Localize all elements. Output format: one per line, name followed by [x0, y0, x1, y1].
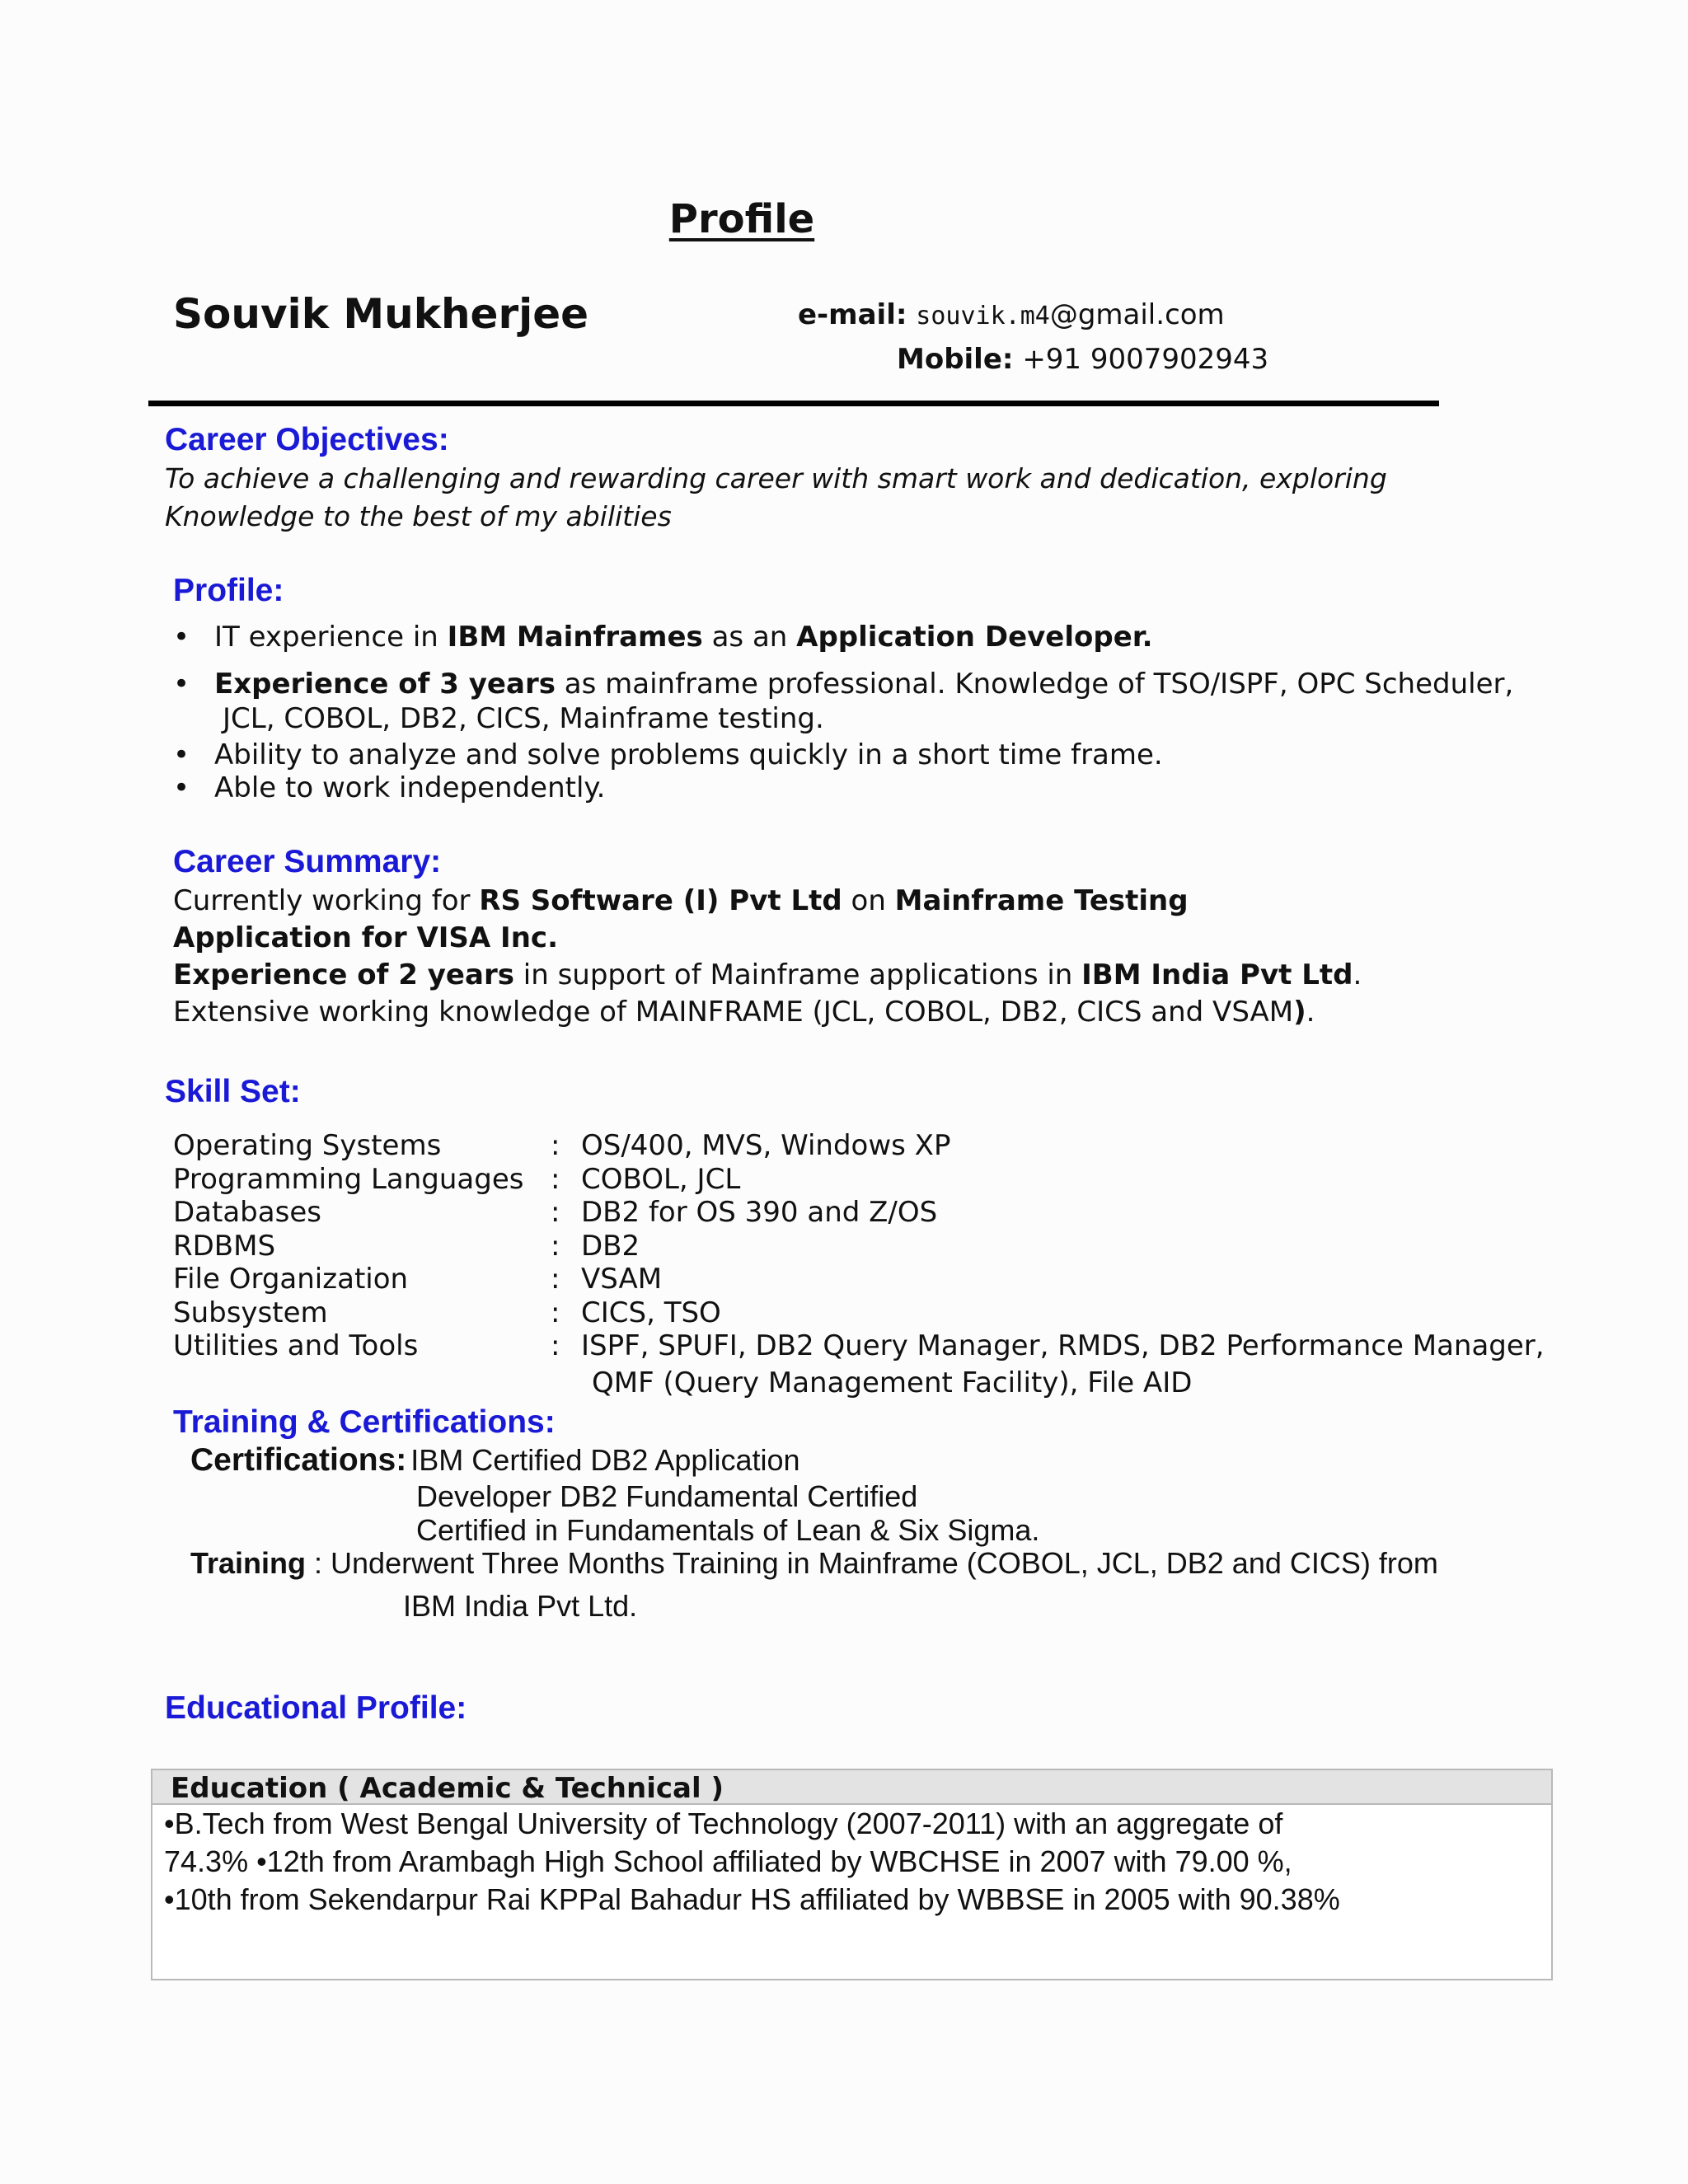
summary-line-2: Application for VISA Inc.: [173, 921, 558, 954]
education-details: [164, 1805, 1340, 1919]
education-table: [151, 1769, 1553, 1980]
career-summary-text: [173, 883, 1362, 1031]
summary-line-1: Currently working for RS Software (I) Pvt Ltd on Mainframe Testing: [173, 884, 1189, 917]
list-item: • Able to work independently.: [173, 771, 1513, 804]
education-table-header: Education ( Academic & Technical ): [152, 1770, 1551, 1805]
page-title: Profile: [668, 196, 815, 242]
career-summary-heading: Career Summary:: [173, 844, 442, 879]
education-line: 74.3% •12th from Arambagh High School affiliated by WBCHSE in 2007 with 79.00 %,: [164, 1844, 1292, 1878]
career-objectives-heading: Career Objectives:: [165, 422, 449, 457]
training-heading: Training & Certifications:: [173, 1404, 556, 1440]
mobile-value: +91 9007902943: [1022, 343, 1269, 376]
educational-profile-heading: Educational Profile:: [165, 1690, 467, 1726]
summary-line-3: Experience of 2 years in support of Mainframe applications in IBM India Pvt Ltd.: [173, 958, 1362, 991]
list-item: • Ability to analyze and solve problems quickly in a short time frame.: [173, 738, 1513, 771]
mobile-line: [897, 343, 1268, 376]
training-line-2: IBM India Pvt Ltd.: [403, 1589, 638, 1623]
career-objectives-text: [165, 460, 1387, 536]
skill-set-heading: Skill Set:: [165, 1074, 301, 1109]
objective-line-2: Knowledge to the best of my abilities: [165, 500, 672, 532]
certifications-label: Certifications:: [190, 1442, 407, 1478]
summary-line-4: Extensive working knowledge of MAINFRAME (JCL, COBOL, DB2, CICS and VSAM).: [173, 996, 1315, 1029]
education-line: •B.Tech from West Bengal University of Technology (2007-2011) with an aggregate of: [164, 1807, 1283, 1840]
candidate-name: Souvik Mukherjee: [173, 290, 589, 338]
email-user: souvik.m4: [916, 302, 1050, 330]
profile-list: [173, 621, 1513, 804]
training-line: Training : Underwent Three Months Training in Mainframe (COBOL, JCL, DB2 and CICS) from: [190, 1546, 1438, 1580]
certification-item: Certified in Fundamentals of Lean & Six Sigma.: [416, 1513, 1040, 1547]
list-item: • IT experience in IBM Mainframes as an Application Developer.: [173, 621, 1513, 668]
certification-item: IBM Certified DB2 Application: [410, 1443, 800, 1477]
profile-heading: Profile:: [173, 573, 284, 608]
training-label: Training: [190, 1546, 307, 1580]
mobile-label: Mobile:: [897, 343, 1014, 376]
objective-line-1: To achieve a challenging and rewarding career with smart work and dedication, exploring: [165, 462, 1387, 494]
education-line: •10th from Sekendarpur Rai KPPal Bahadur HS affiliated by WBBSE in 2005 with 90.38%: [164, 1882, 1340, 1916]
email-domain: @gmail.com: [1049, 298, 1225, 331]
certification-item: Developer DB2 Fundamental Certified: [416, 1479, 918, 1513]
email-line: [798, 298, 1225, 331]
header-divider: [148, 401, 1439, 406]
list-item-continuation: JCL, COBOL, DB2, CICS, Mainframe testing.: [223, 702, 824, 735]
certifications-block: [190, 1442, 800, 1479]
list-item: • Experience of 3 years as mainframe professional. Knowledge of TSO/ISPF, OPC Scheduler,: [173, 668, 1513, 702]
email-label: e-mail:: [798, 298, 907, 331]
